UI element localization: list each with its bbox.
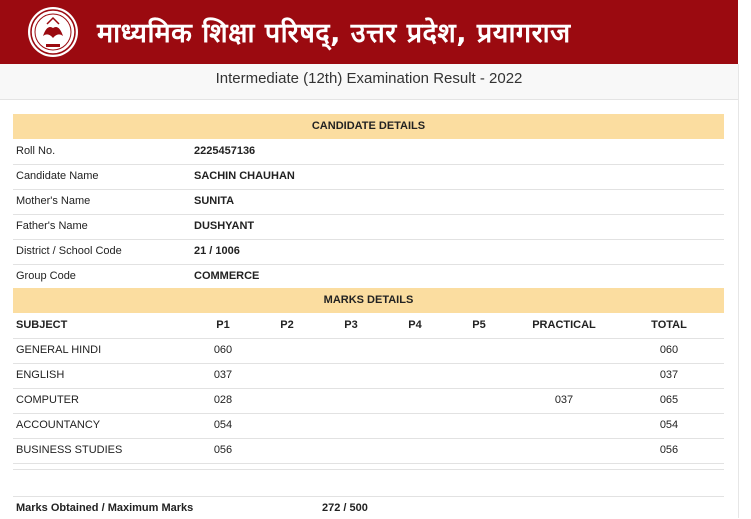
marks-summary-row (13, 496, 724, 519)
detail-row-district (13, 239, 724, 265)
table-row (13, 363, 724, 389)
page-border (738, 64, 739, 518)
detail-label: Group Code (16, 270, 76, 282)
col-p1: P1 (216, 319, 230, 331)
col-p2: P2 (280, 319, 294, 331)
table-row (13, 388, 724, 414)
marks-header-row (13, 313, 724, 339)
table-row (13, 413, 724, 439)
table-divider (13, 463, 724, 470)
candidate-details-heading: CANDIDATE DETAILS (13, 114, 724, 139)
summary-label: Marks Obtained / Maximum Marks (16, 502, 194, 514)
detail-row-group (13, 264, 724, 289)
col-p3: P3 (344, 319, 358, 331)
subject-cell: ACCOUNTANCY (16, 419, 101, 431)
col-subject: SUBJECT (16, 319, 68, 331)
detail-label: Roll No. (16, 145, 56, 157)
header-banner (0, 0, 738, 64)
detail-value: SUNITA (194, 195, 235, 207)
subject-cell: COMPUTER (16, 394, 79, 406)
detail-label: District / School Code (16, 245, 122, 257)
col-p4: P4 (408, 319, 422, 331)
detail-value: 21 / 1006 (194, 245, 240, 257)
up-board-emblem-icon (27, 6, 79, 58)
detail-label: Father's Name (16, 220, 88, 232)
total-cell: 065 (659, 394, 679, 406)
detail-value: 2225457136 (194, 145, 256, 157)
total-cell: 056 (659, 444, 679, 456)
detail-value: COMMERCE (194, 270, 260, 282)
p1-cell: 056 (213, 444, 233, 456)
p1-cell: 054 (213, 419, 233, 431)
detail-row-name (13, 164, 724, 190)
detail-value: SACHIN CHAUHAN (194, 170, 295, 182)
p1-cell: 037 (213, 369, 233, 381)
total-cell: 054 (659, 419, 679, 431)
table-row (13, 338, 724, 364)
total-cell: 060 (659, 344, 679, 356)
col-practical: PRACTICAL (532, 319, 596, 331)
marks-details-heading: MARKS DETAILS (13, 288, 724, 313)
p1-cell: 028 (213, 394, 233, 406)
table-row (13, 438, 724, 464)
practical-cell: 037 (554, 394, 574, 406)
detail-value: DUSHYANT (194, 220, 255, 232)
detail-label: Mother's Name (16, 195, 91, 207)
col-total: TOTAL (651, 319, 687, 331)
summary-value: 272 / 500 (322, 502, 368, 514)
p1-cell: 060 (213, 344, 233, 356)
exam-title: Intermediate (12th) Examination Result - 2022 (0, 64, 738, 100)
total-cell: 037 (659, 369, 679, 381)
detail-label: Candidate Name (16, 170, 99, 182)
subject-cell: BUSINESS STUDIES (16, 444, 123, 456)
board-title: माध्यमिक शिक्षा परिषद्, उत्तर प्रदेश, प्रयागराज (97, 18, 571, 49)
subject-cell: GENERAL HINDI (16, 344, 102, 356)
detail-row-roll (13, 139, 724, 165)
detail-row-mother (13, 189, 724, 215)
subject-cell: ENGLISH (16, 369, 65, 381)
col-p5: P5 (472, 319, 486, 331)
detail-row-father (13, 214, 724, 240)
